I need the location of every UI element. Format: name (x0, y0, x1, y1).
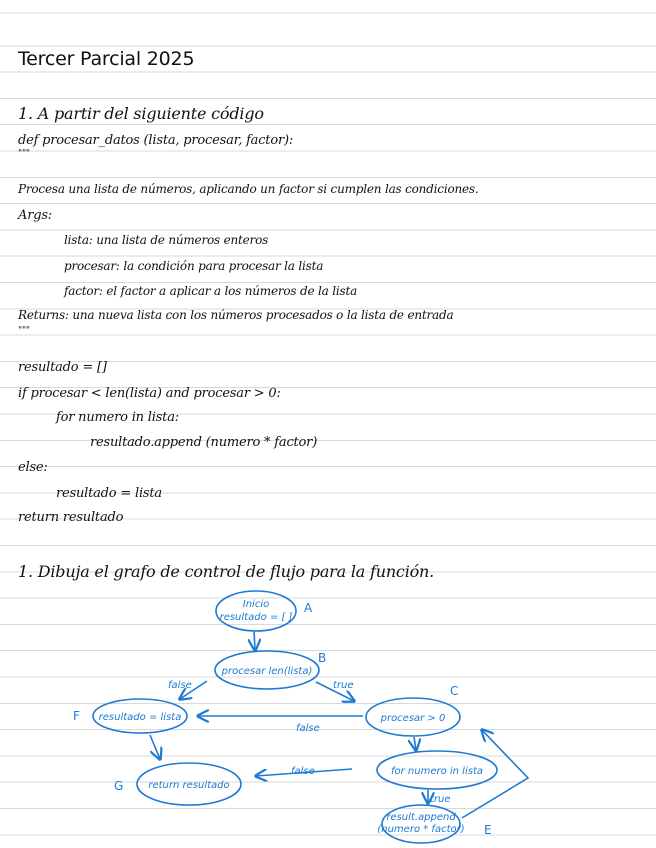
edge-f-g (150, 735, 160, 759)
docstring-returns: Returns: una nueva lista con los números procesados o la lista de entrada (18, 308, 454, 322)
code-line-for: for numero in lista: (56, 410, 179, 425)
docstring-arg-factor: factor: el factor a aplicar a los números de la lista (64, 284, 358, 298)
code-line-assign-lista: resultado = lista (56, 486, 162, 501)
edge-c-d (414, 737, 416, 750)
node-f-label: F (73, 709, 80, 723)
edge-a-b (254, 631, 255, 650)
node-a-line-2: resultado = [ ] (219, 612, 293, 623)
code-line-if: if procesar < len(lista) and procesar > 0: (18, 386, 281, 401)
docstring-open: """ (18, 149, 30, 159)
edge-b-f-label: false (168, 680, 192, 691)
node-g-label: G (114, 779, 124, 793)
code-line-return: return resultado (18, 510, 124, 525)
graph-node-b (215, 651, 326, 689)
node-a-line-1: Inicio (242, 599, 270, 610)
docstring-arg-lista: lista: una lista de números enteros (64, 233, 269, 247)
node-e-line-2: (numero * factor) (377, 824, 465, 835)
node-e-line-1: result.append (386, 812, 456, 823)
graph-node-d (377, 751, 497, 789)
page-title: Tercer Parcial 2025 (18, 48, 195, 70)
question-2-heading: 1. Dibuja el grafo de control de flujo para la función. (18, 562, 435, 581)
graph-node-g (114, 763, 241, 805)
edge-b-c-label: true (333, 680, 354, 691)
code-line-else: else: (18, 460, 48, 475)
graph-node-f (73, 699, 187, 733)
code-line-append: resultado.append (numero * factor) (90, 435, 318, 450)
graph-node-c (366, 684, 460, 736)
graph-node-a (216, 591, 313, 631)
node-g-text: return resultado (148, 780, 230, 791)
edge-d-e-label: true (430, 794, 451, 805)
node-e-label: E (484, 823, 492, 837)
node-b-label: B (318, 651, 327, 665)
docstring-arg-procesar: procesar: la condición para procesar la lista (64, 259, 324, 273)
docstring-description: Procesa una lista de números, aplicando un factor si cumplen las condiciones. (18, 182, 479, 196)
edge-d-g-label: false (291, 766, 315, 777)
edge-c-f-label: false (296, 723, 320, 734)
docstring-args-label: Args: (18, 208, 52, 223)
code-def-line: def procesar_datos (lista, procesar, factor): (18, 133, 294, 148)
node-c-text: procesar > 0 (380, 713, 446, 724)
question-1-heading: 1. A partir del siguiente código (18, 104, 264, 123)
docstring-close: """ (18, 326, 30, 336)
node-b-text: procesar len(lista) (221, 666, 313, 677)
node-a-label: A (304, 601, 313, 615)
code-line-resultado-init: resultado = [] (18, 360, 107, 375)
node-c-label: C (450, 684, 459, 698)
node-f-text: resultado = lista (98, 712, 182, 723)
node-d-text: for numero in lista (390, 766, 484, 777)
